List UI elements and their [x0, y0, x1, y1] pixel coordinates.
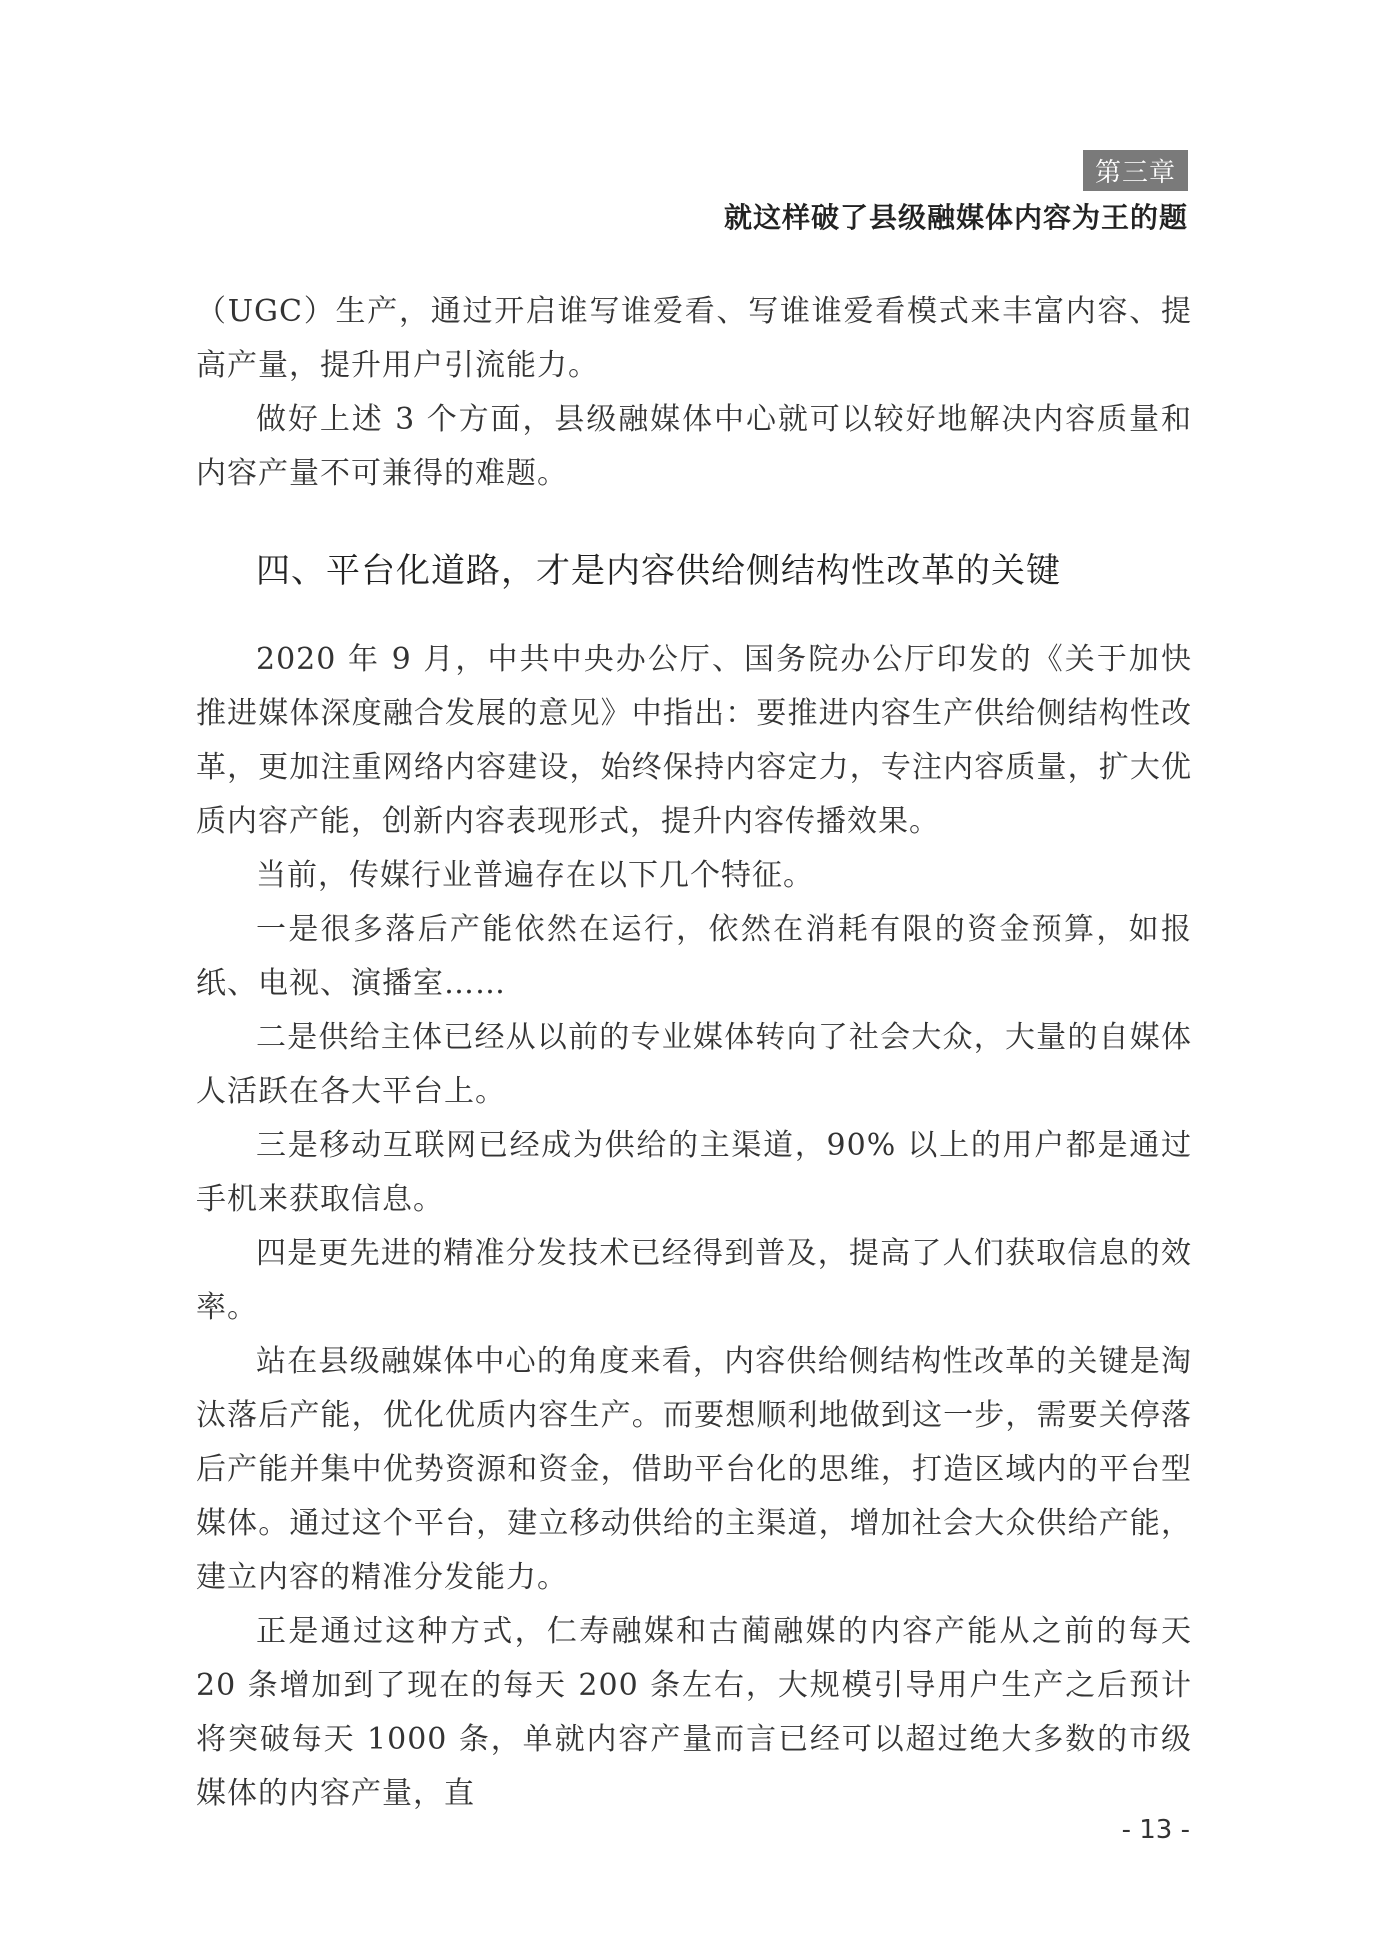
- chapter-tag: 第三章: [1083, 150, 1188, 191]
- section-heading: 四、平台化道路，才是内容供给侧结构性改革的关键: [256, 551, 1061, 591]
- body-paragraph: 正是通过这种方式，仁寿融媒和古蔺融媒的内容产能从之前的每天 20 条增加到了现在的每天 200 条左右，大规模引导用户生产之后预计将突破每天 1000 条，单就内容产量而言已经可以超过绝大多数的市级媒体的内容产量，直: [196, 1614, 1192, 1811]
- body-paragraph: 一是很多落后产能依然在运行，依然在消耗有限的资金预算，如报纸、电视、演播室……: [196, 912, 1192, 1001]
- body-paragraph: 四是更先进的精准分发技术已经得到普及，提高了人们获取信息的效率。: [196, 1236, 1192, 1325]
- page-body: [196, 285, 1192, 1821]
- body-paragraph: 做好上述 3 个方面，县级融媒体中心就可以较好地解决内容质量和内容产量不可兼得的难题。: [196, 402, 1192, 491]
- body-paragraph: 当前，传媒行业普遍存在以下几个特征。: [256, 858, 814, 893]
- page-number: - 13 -: [1121, 1815, 1190, 1845]
- body-paragraph: （UGC）生产，通过开启谁写谁爱看、写谁谁爱看模式来丰富内容、提高产量，提升用户引流能力。: [196, 294, 1192, 383]
- body-paragraph: 三是移动互联网已经成为供给的主渠道，90% 以上的用户都是通过手机来获取信息。: [196, 1128, 1192, 1217]
- body-paragraph: 二是供给主体已经从以前的专业媒体转向了社会大众，大量的自媒体人活跃在各大平台上。: [196, 1020, 1192, 1109]
- chapter-running-title: 就这样破了县级融媒体内容为王的题: [723, 201, 1188, 234]
- body-paragraph: 2020 年 9 月，中共中央办公厅、国务院办公厅印发的《关于加快推进媒体深度融合发展的意见》中指出：要推进内容生产供给侧结构性改革，更加注重网络内容建设，始终保持内容定力，专注内容质量，扩大优质内容产能，创新内容表现形式，提升内容传播效果。: [196, 642, 1192, 839]
- body-paragraph: 站在县级融媒体中心的角度来看，内容供给侧结构性改革的关键是淘汰落后产能，优化优质内容生产。而要想顺利地做到这一步，需要关停落后产能并集中优势资源和资金，借助平台化的思维，打造区域内的平台型媒体。通过这个平台，建立移动供给的主渠道，增加社会大众供给产能，建立内容的精准分发能力。: [196, 1344, 1192, 1595]
